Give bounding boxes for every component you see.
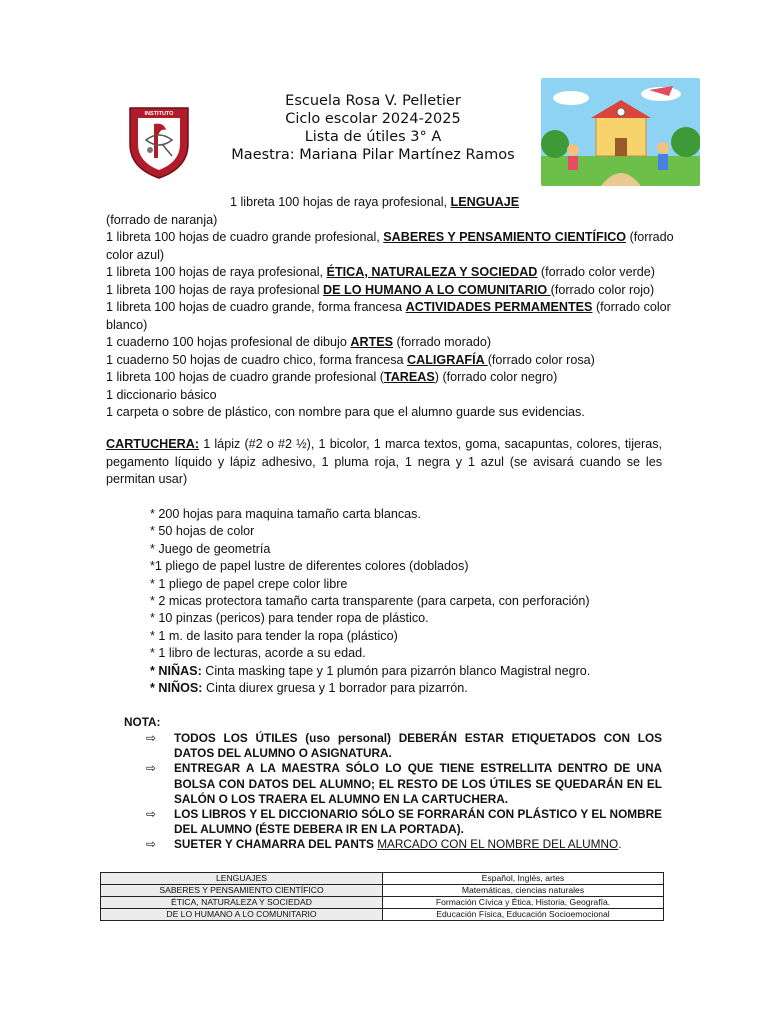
supply-item: 1 libreta 100 hojas de cuadro grande profesional (TAREAS) (forrado color negro)	[106, 370, 558, 384]
school-cycle: Ciclo escolar 2024-2025	[285, 111, 461, 127]
table-row	[101, 885, 664, 897]
list-item: * NIÑOS: Cinta diurex gruesa y 1 borrador para pizarrón.	[150, 681, 468, 696]
list-item: *1 pliego de papel lustre de diferentes colores (doblados)	[150, 559, 469, 574]
list-item: * 10 pinzas (pericos) para tender ropa de plástico.	[150, 611, 429, 626]
supply-item: (forrado de naranja)	[106, 212, 218, 227]
school-illustration	[541, 78, 700, 186]
pencil-case-label: CARTUCHERA:	[106, 437, 200, 451]
supply-item: 1 cuaderno 100 hojas profesional de dibujo ARTES (forrado morado)	[106, 335, 492, 349]
table-row	[101, 873, 664, 885]
arrow-right-icon: ⇨	[146, 731, 156, 745]
subjects-cell: Formación Cívica y Ética, Historia, Geografía.	[383, 897, 664, 909]
supply-item: 1 libreta 100 hojas de raya profesional, ÉTICA, NATURALEZA Y SOCIEDAD (forrado color verde)	[106, 265, 655, 279]
supply-item: blanco)	[106, 317, 148, 332]
school-name: Escuela Rosa V. Pelletier	[285, 93, 461, 109]
subjects-cell: Matemáticas, ciencias naturales	[383, 885, 664, 897]
arrow-right-icon: ⇨	[146, 837, 156, 852]
list-item: * 1 pliego de papel crepe color libre	[150, 576, 348, 591]
subjects-table	[100, 872, 664, 921]
list-item: * 200 hojas para maquina tamaño carta blancas.	[150, 507, 421, 521]
supply-item: color azul)	[106, 247, 165, 262]
supply-item: 1 carpeta o sobre de plástico, con nombre para que el alumno guarde sus evidencias.	[106, 405, 585, 419]
list-title: Lista de útiles 3° A	[304, 129, 442, 145]
list-item: * 2 micas protectora tamaño carta transparente (para carpeta, con perforación)	[150, 594, 590, 609]
list-item: * 1 m. de lasito para tender la ropa (plástico)	[150, 628, 398, 643]
note-item: ⇨ ENTREGAR A LA MAESTRA SÓLO LO QUE TIENE ESTRELLITA DENTRO DE UNA BOLSA CON DATOS DEL ALUMNO; EL RESTO DE LOS ÚTILES SE QUEDARÁN EN EL SALÓN O LOS TRAERA EL ALUMNO EN LA CARTUCHERA.	[146, 761, 662, 806]
supply-item: 1 libreta 100 hojas de raya profesional DE LO HUMANO A LO COMUNITARIO (forrado color rojo)	[106, 282, 655, 297]
note-item: ⇨ SUETER Y CHAMARRA DEL PANTS MARCADO CON EL NOMBRE DEL ALUMNO.	[146, 837, 622, 852]
list-item: * Juego de geometría	[150, 541, 271, 556]
pencil-case-text: 1 lápiz (#2 o #2 ½), 1 bicolor, 1 marca textos, goma, sacapuntas, colores, tijeras, pegamento líquido y lápiz adhesivo, 1 pluma roja, 1 negra y 1 azul (se avisará cuando se les permitan usar)	[106, 437, 662, 486]
arrow-right-icon: ⇨	[146, 761, 156, 776]
list-item: * NIÑAS: Cinta masking tape y 1 plumón para pizarrón blanco Magistral negro.	[150, 663, 591, 678]
supply-item: 1 libreta 100 hojas de raya profesional, LENGUAJE	[230, 195, 520, 209]
logo-top-text: INSTITUTO	[144, 111, 174, 117]
area-cell: ÉTICA, NATURALEZA Y SOCIEDAD	[101, 897, 383, 909]
teacher-name: Maestra: Mariana Pilar Martínez Ramos	[231, 147, 515, 163]
note-label: NOTA:	[124, 715, 161, 729]
table-row	[101, 909, 664, 921]
table-row	[101, 897, 664, 909]
notes-list	[146, 731, 662, 853]
supply-item: 1 libreta 100 hojas de cuadro grande, forma francesa ACTIVIDADES PERMAMENTES (forrado color	[106, 300, 671, 314]
supplies-list	[106, 194, 674, 422]
school-logo	[126, 100, 192, 180]
extra-items-list	[150, 506, 650, 697]
list-item: * 1 libro de lecturas, acorde a su edad.	[150, 646, 366, 661]
supply-item: 1 diccionario básico	[106, 387, 217, 402]
subjects-cell: Educación Física, Educación Socioemocional	[383, 909, 664, 921]
list-item: * 50 hojas de color	[150, 524, 255, 539]
document-header	[200, 92, 546, 164]
area-cell: LENGUAJES	[101, 873, 383, 885]
arrow-right-icon: ⇨	[146, 807, 156, 822]
note-item: ⇨ LOS LIBROS Y EL DICCIONARIO SÓLO SE FORRARÁN CON PLÁSTICO Y EL NOMBRE DEL ALUMNO (ÉSTE DEBERA IR EN LA PORTADA).	[146, 807, 662, 837]
note-item: ⇨ TODOS LOS ÚTILES (uso personal) DEBERÁN ESTAR ETIQUETADOS CON LOS DATOS DEL ALUMNO O ASIGNATURA.	[146, 731, 662, 761]
supply-item: 1 libreta 100 hojas de cuadro grande profesional, SABERES Y PENSAMIENTO CIENTÍFICO (forrado	[106, 230, 674, 244]
subjects-cell: Español, Inglés, artes	[383, 873, 664, 885]
supply-item: 1 cuaderno 50 hojas de cuadro chico, forma francesa CALIGRAFÍA (forrado color rosa)	[106, 352, 595, 367]
pencil-case-paragraph	[106, 436, 662, 489]
area-cell: DE LO HUMANO A LO COMUNITARIO	[101, 909, 383, 921]
area-cell: SABERES Y PENSAMIENTO CIENTÍFICO	[101, 885, 383, 897]
